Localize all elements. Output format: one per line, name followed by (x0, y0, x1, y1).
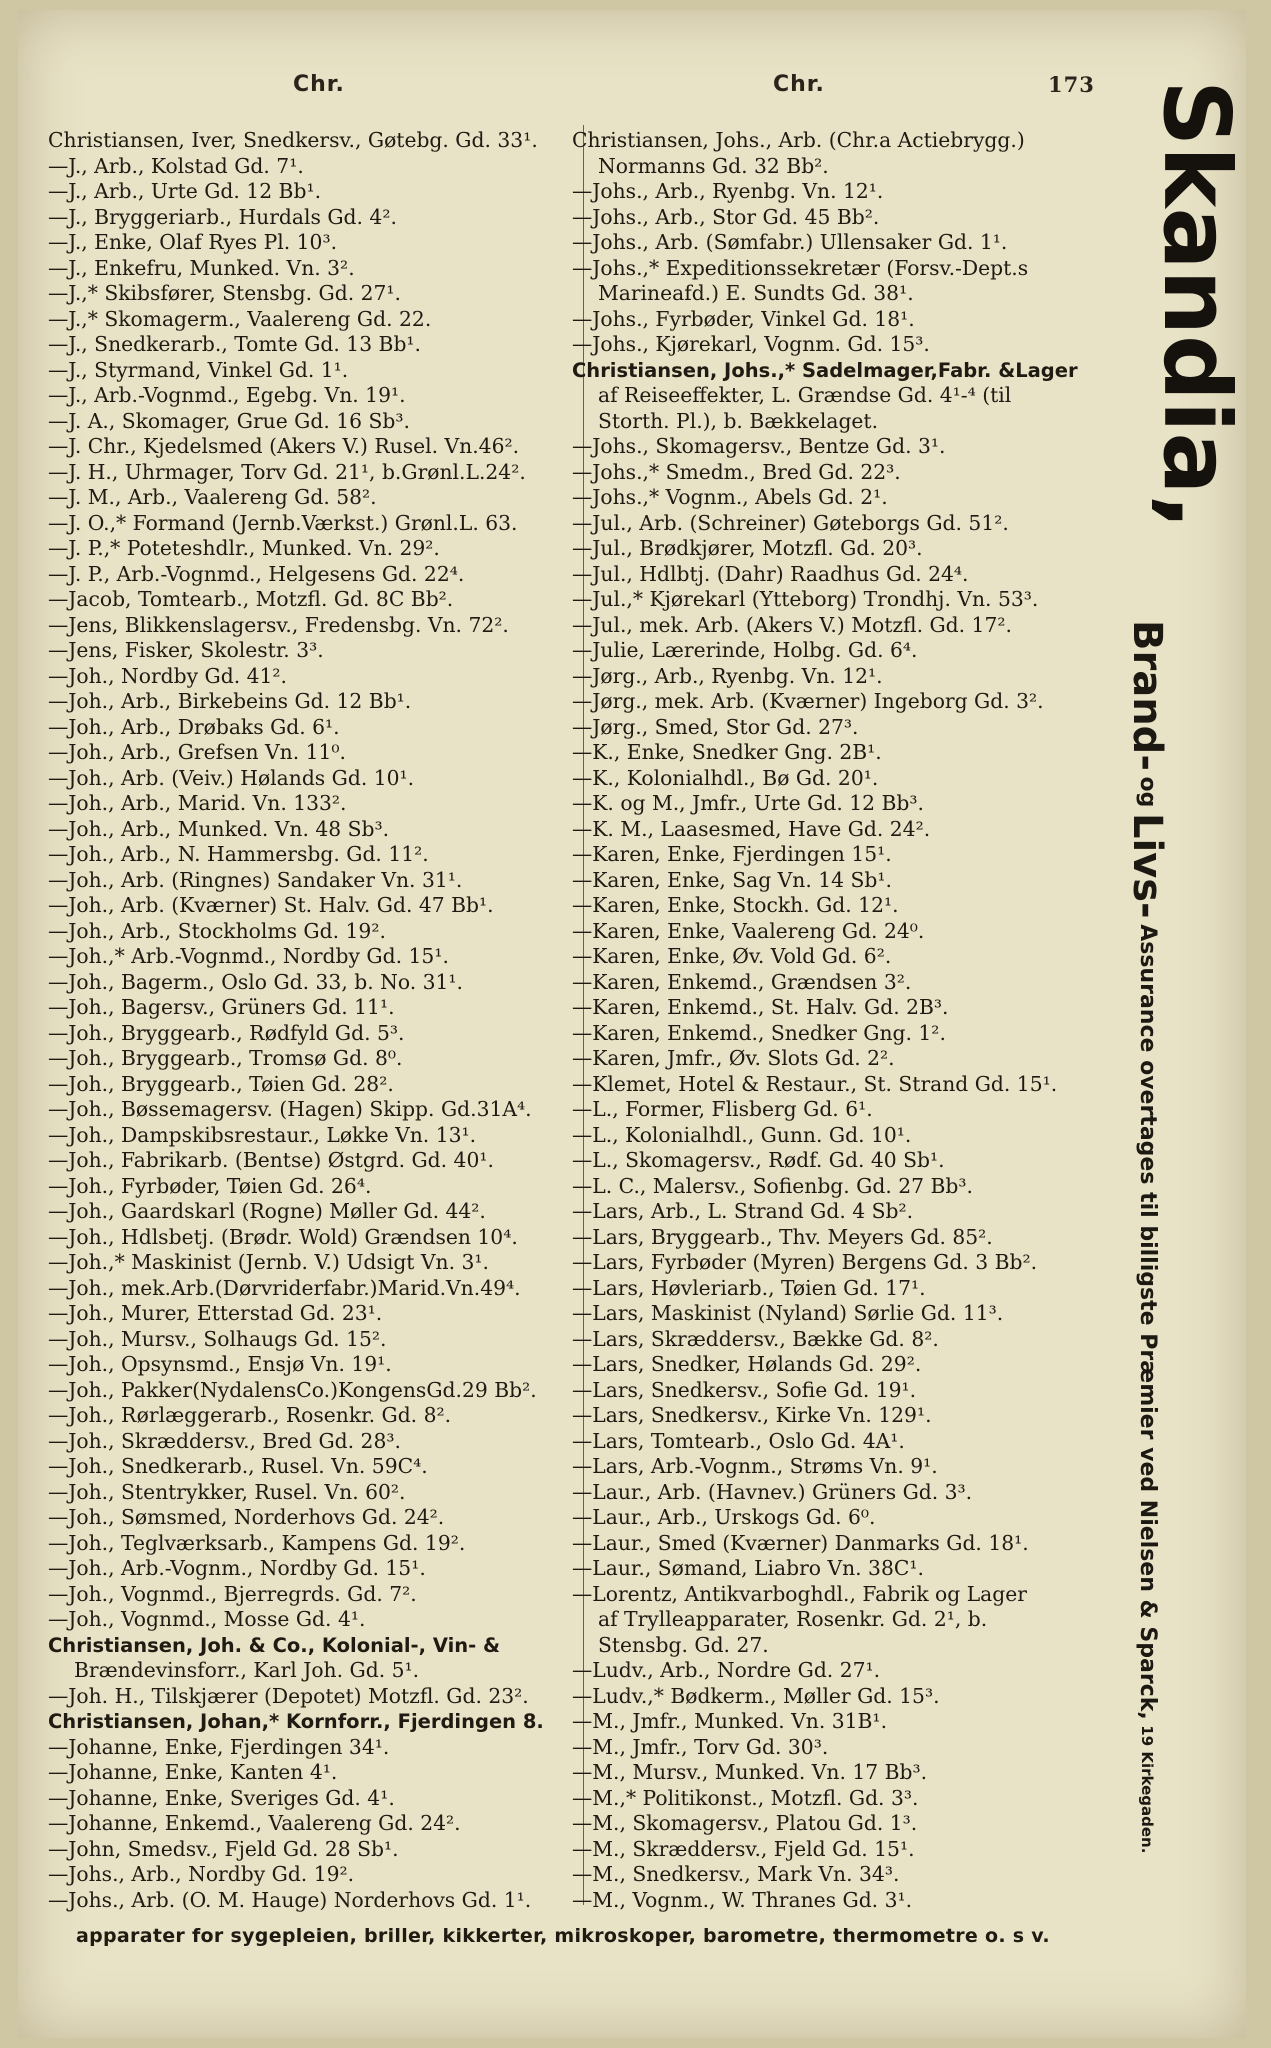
directory-entry: —J., Arb., Urte Gd. 12 Bb¹. (48, 179, 322, 203)
directory-entry: —Jul., Hdlbtj. (Dahr) Raadhus Gd. 24⁴. (572, 561, 969, 586)
directory-entry: —Johs., Arb., Nordby Gd. 19². (48, 1862, 355, 1886)
directory-entry: —K., Kolonialhdl., Bø Gd. 20¹. (572, 765, 879, 790)
directory-entry: —Lars, Fyrbøder (Myren) Bergens Gd. 3 Bb². (572, 1250, 1038, 1274)
directory-entry: —Karen, Enke, Fjerdingen 15¹. (572, 842, 892, 866)
directory-entry: —Lars, Maskinist (Nyland) Sørlie Gd. 11³. (572, 1301, 1004, 1325)
left-column (48, 128, 568, 1913)
directory-entry: —Joh., Stentrykker, Rusel. Vn. 60². (48, 1479, 406, 1504)
directory-entry: —Lars, Høvleriarb., Tøien Gd. 17¹. (572, 1275, 926, 1300)
directory-entry: Christiansen, Joh. & Co., Kolonial-, Vin- & (48, 1633, 501, 1657)
skandia-logo (1120, 80, 1250, 560)
directory-entry: —Laur., Sømand, Liabro Vn. 38C¹. (572, 1556, 924, 1580)
directory-entry: —Joh., Bryggearb., Rødfyld Gd. 5³. (48, 1020, 405, 1045)
directory-entry: —Joh., Sømsmed, Norderhovs Gd. 24². (48, 1505, 445, 1529)
right-running-head: Chr. (773, 72, 825, 97)
directory-entry: —Joh., Rørlæggerarb., Rosenkr. Gd. 8². (48, 1403, 452, 1427)
directory-entry: —Johanne, Enke, Fjerdingen 34¹. (48, 1734, 390, 1759)
right-column (572, 128, 1092, 1913)
directory-entry: —Joh., Arb. (Kværner) St. Halv. Gd. 47 Bb¹. (48, 893, 494, 917)
directory-entry: —Joh., Pakker(NydalensCo.)KongensGd.29 Bb². (48, 1377, 537, 1402)
directory-entry: Brændevinsforr., Karl Joh. Gd. 5¹. (74, 1658, 420, 1682)
directory-entry: —L., Skomagersv., Rødf. Gd. 40 Sb¹. (572, 1148, 945, 1172)
directory-entry: —M., Jmfr., Munked. Vn. 31B¹. (572, 1709, 888, 1733)
directory-entry: —Joh., Vognmd., Bjerregrds. Gd. 7². (48, 1581, 417, 1606)
directory-entry: —Joh., Bryggearb., Tøien Gd. 28². (48, 1071, 394, 1096)
directory-entry: —J. P., Arb.-Vognmd., Helgesens Gd. 22⁴. (48, 561, 465, 586)
directory-entry: —Joh., Mursv., Solhaugs Gd. 15². (48, 1326, 387, 1351)
directory-entry: —Johs.,* Expeditionssekretær (Forsv.-Dept.s (572, 255, 1029, 280)
directory-entry: —J., Enkefru, Munked. Vn. 3². (48, 255, 355, 280)
directory-entry: —J., Enke, Olaf Ryes Pl. 10³. (48, 230, 338, 254)
directory-entry: —Ludv., Arb., Nordre Gd. 27¹. (572, 1658, 881, 1682)
directory-entry: —Joh., Arb., Stockholms Gd. 19². (48, 918, 386, 943)
directory-entry: —Laur., Arb. (Havnev.) Grüners Gd. 3³. (572, 1479, 973, 1504)
directory-entry: —Joh., Arb., Munked. Vn. 48 Sb³. (48, 816, 390, 841)
directory-entry: —Johs.,* Smedm., Bred Gd. 22³. (572, 459, 901, 484)
directory-entry: —Joh., Nordby Gd. 41². (48, 663, 288, 688)
page-number: 173 (1048, 72, 1095, 97)
directory-entry: —L., Former, Flisberg Gd. 6¹. (572, 1097, 873, 1121)
directory-entry: —Joh., Bryggearb., Tromsø Gd. 8⁰. (48, 1046, 403, 1070)
directory-entry: —Joh., Dampskibsrestaur., Løkke Vn. 13¹. (48, 1122, 477, 1147)
directory-entry: —J.,* Skibsfører, Stensbg. Gd. 27¹. (48, 281, 401, 305)
directory-entry: —M., Mursv., Munked. Vn. 17 Bb³. (572, 1760, 928, 1784)
directory-entry: Marineafd.) E. Sundts Gd. 38¹. (598, 281, 914, 305)
directory-entry: —Lars, Snedkersv., Kirke Vn. 129¹. (572, 1403, 932, 1427)
skandia-advert (1110, 80, 1260, 1910)
directory-entry: —Jørg., mek. Arb. (Kværner) Ingeborg Gd. 3². (572, 689, 1044, 713)
directory-entry: —J. M., Arb., Vaalereng Gd. 58². (48, 485, 377, 509)
directory-entry: —J., Arb., Kolstad Gd. 7¹. (48, 153, 304, 178)
directory-entry: —Jul., mek. Arb. (Akers V.) Motzfl. Gd. 17². (572, 612, 1012, 637)
directory-entry: —Lars, Snedkersv., Sofie Gd. 19¹. (572, 1377, 917, 1402)
directory-entry: —Joh., Arb., Grefsen Vn. 11⁰. (48, 740, 346, 764)
directory-entry: —Joh., Snedkerarb., Rusel. Vn. 59C⁴. (48, 1454, 428, 1478)
directory-entry: —K. M., Laasesmed, Have Gd. 24². (572, 816, 931, 841)
directory-entry: af Reiseeffekter, L. Grændse Gd. 4¹-⁴ (til (598, 383, 1012, 407)
directory-entry: —Johanne, Enke, Sveriges Gd. 4¹. (48, 1785, 395, 1810)
directory-entry: —Joh., Arb., N. Hammersbg. Gd. 11². (48, 842, 429, 866)
directory-entry: —Joh., Hdlsbetj. (Brødr. Wold) Grændsen 10⁴. (48, 1224, 518, 1249)
advert-text: Brand- og Livs- Assurance overtages til billigste Præmier ved Nielsen & Sparck, 19 Kirkegaden. (1124, 620, 1170, 1854)
directory-entry: —Karen, Enkemd., St. Halv. Gd. 2B³. (572, 995, 949, 1019)
directory-entry: —Jul.,* Kjørekarl (Ytteborg) Trondhj. Vn. 53³. (572, 587, 1039, 611)
directory-entry: —Lars, Snedker, Hølands Gd. 29². (572, 1352, 922, 1376)
directory-entry: —M., Vognm., W. Thranes Gd. 3¹. (572, 1887, 913, 1912)
directory-entry: —Jens, Fisker, Skolestr. 3³. (48, 638, 324, 662)
directory-entry: —J. H., Uhrmager, Torv Gd. 21¹, b.Grønl.L.24². (48, 459, 526, 484)
directory-entry: af Trylleapparater, Rosenkr. Gd. 2¹, b. (598, 1607, 988, 1631)
directory-entry: —L. C., Malersv., Sofienbg. Gd. 27 Bb³. (572, 1173, 973, 1198)
directory-entry: —Johs., Fyrbøder, Vinkel Gd. 18¹. (572, 306, 915, 331)
directory-entry: —Jørg., Smed, Stor Gd. 27³. (572, 714, 859, 739)
directory-entry: —Joh., Bøssemagersv. (Hagen) Skipp. Gd.31A⁴. (48, 1097, 532, 1121)
directory-entry: —Laur., Arb., Urskogs Gd. 6⁰. (572, 1505, 876, 1529)
directory-entry: —Joh., Gaardskarl (Rogne) Møller Gd. 44². (48, 1199, 486, 1223)
directory-entry: —Johs., Arb. (Sømfabr.) Ullensaker Gd. 1¹. (572, 230, 1008, 254)
directory-entry: —Joh., Arb., Birkebeins Gd. 12 Bb¹. (48, 689, 412, 713)
directory-entry: —Johanne, Enkemd., Vaalereng Gd. 24². (48, 1811, 461, 1835)
directory-entry: —Johs., Arb., Ryenbg. Vn. 12¹. (572, 179, 884, 203)
directory-entry: —Karen, Enke, Sag Vn. 14 Sb¹. (572, 867, 892, 892)
directory-entry: —J. A., Skomager, Grue Gd. 16 Sb³. (48, 408, 410, 433)
directory-entry: —Klemet, Hotel & Restaur., St. Strand Gd. 15¹. (572, 1071, 1058, 1096)
directory-entry: —Joh., Bagersv., Grüners Gd. 11¹. (48, 995, 395, 1019)
directory-entry: —Joh., Arb., Marid. Vn. 133². (48, 791, 347, 815)
directory-entry: —J. Chr., Kjedelsmed (Akers V.) Rusel. Vn.46². (48, 434, 520, 458)
directory-entry: —John, Smedsv., Fjeld Gd. 28 Sb¹. (48, 1836, 399, 1861)
directory-entry: —Jørg., Arb., Ryenbg. Vn. 12¹. (572, 663, 883, 688)
directory-entry: —Joh., Fabrikarb. (Bentse) Østgrd. Gd. 40¹. (48, 1148, 494, 1172)
directory-entry: —Johs., Arb., Stor Gd. 45 Bb². (572, 204, 880, 229)
directory-entry: —M.,* Politikonst., Motzfl. Gd. 3³. (572, 1785, 919, 1810)
directory-entry: —Lorentz, Antikvarboghdl., Fabrik og Lager (572, 1581, 1027, 1606)
left-running-head: Chr. (293, 72, 345, 97)
directory-entry: —M., Skræddersv., Fjeld Gd. 15¹. (572, 1836, 915, 1861)
directory-entry: —Lars, Bryggearb., Thv. Meyers Gd. 85². (572, 1224, 993, 1249)
directory-entry: —K., Enke, Snedker Gng. 2B¹. (572, 740, 882, 764)
directory-entry: —Karen, Enke, Øv. Vold Gd. 6². (572, 944, 892, 968)
directory-entry: Stensbg. Gd. 27. (598, 1632, 769, 1657)
directory-entry: —Karen, Enke, Stockh. Gd. 12¹. (572, 893, 899, 917)
directory-entry: —Joh., Fyrbøder, Tøien Gd. 26⁴. (48, 1173, 372, 1198)
directory-entry: —Joh., Skræddersv., Bred Gd. 28³. (48, 1428, 401, 1453)
directory-entry: —Jul., Arb. (Schreiner) Gøteborgs Gd. 51². (572, 510, 1009, 535)
directory-entry: —Johs., Kjørekarl, Vognm. Gd. 15³. (572, 332, 930, 356)
directory-entry: —Karen, Jmfr., Øv. Slots Gd. 2². (572, 1046, 895, 1070)
footer-advert-line: apparater for sygepleien, briller, kikkerter, mikroskoper, barometre, thermometre o. s v. (76, 1925, 1050, 1947)
directory-entry: Normanns Gd. 32 Bb². (598, 153, 829, 178)
directory-entry: —Johs.,* Vognm., Abels Gd. 2¹. (572, 485, 888, 509)
directory-entry: —M., Snedkersv., Mark Vn. 34³. (572, 1862, 900, 1886)
directory-entry: —Joh., Vognmd., Mosse Gd. 4¹. (48, 1607, 366, 1631)
directory-entry: —J. O.,* Formand (Jernb.Værkst.) Grønl.L. 63. (48, 510, 518, 535)
svg-text:Skandia,: Skandia, (1143, 80, 1250, 530)
directory-entry: —Jacob, Tomtearb., Motzfl. Gd. 8C Bb². (48, 587, 454, 611)
directory-entry: —Joh., Teglværksarb., Kampens Gd. 19². (48, 1530, 466, 1555)
directory-entry: —Johanne, Enke, Kanten 4¹. (48, 1760, 338, 1784)
directory-entry: —Joh. H., Tilskjærer (Depotet) Motzfl. Gd. 23². (48, 1683, 529, 1708)
directory-entry: —Johs., Arb. (O. M. Hauge) Norderhovs Gd. 1¹. (48, 1887, 532, 1912)
directory-entry: —M., Jmfr., Torv Gd. 30³. (572, 1734, 829, 1759)
directory-entry: —Lars, Arb.-Vognm., Strøms Vn. 9¹. (572, 1454, 938, 1478)
directory-entry: —Karen, Enkemd., Grændsen 3². (572, 969, 912, 994)
directory-entry: —Joh.,* Arb.-Vognmd., Nordby Gd. 15¹. (48, 944, 449, 968)
directory-entry: —Joh., mek.Arb.(Dørvriderfabr.)Marid.Vn.49⁴. (48, 1275, 521, 1300)
directory-entry: Christiansen, Iver, Snedkersv., Gøtebg. Gd. 33¹. (48, 128, 538, 152)
directory-entry: —J. P.,* Poteteshdlr., Munked. Vn. 29². (48, 536, 440, 560)
directory-entry: —M., Skomagersv., Platou Gd. 1³. (572, 1811, 918, 1835)
directory-entry: —Joh., Arb.-Vognm., Nordby Gd. 15¹. (48, 1556, 426, 1580)
directory-entry: —Laur., Smed (Kværner) Danmarks Gd. 18¹. (572, 1530, 1029, 1555)
directory-entry: —Joh., Arb. (Veiv.) Hølands Gd. 10¹. (48, 765, 415, 790)
directory-entry: Christiansen, Johs.,* Sadelmager,Fabr. &Lager (572, 358, 1078, 382)
directory-entry: Christiansen, Johs., Arb. (Chr.a Actiebrygg.) (572, 128, 1025, 152)
directory-entry: —Ludv.,* Bødkerm., Møller Gd. 15³. (572, 1683, 940, 1708)
directory-entry: —Joh., Bagerm., Oslo Gd. 33, b. No. 31¹. (48, 969, 463, 994)
directory-entry: —Joh., Arb., Drøbaks Gd. 6¹. (48, 714, 340, 739)
directory-entry: —Joh., Opsynsmd., Ensjø Vn. 19¹. (48, 1352, 392, 1376)
directory-entry: —Jens, Blikkenslagersv., Fredensbg. Vn. 72². (48, 612, 509, 637)
directory-entry: —Joh.,* Maskinist (Jernb. V.) Udsigt Vn. 3¹. (48, 1250, 489, 1274)
directory-entry: —Lars, Arb., L. Strand Gd. 4 Sb². (572, 1199, 914, 1223)
directory-entry: —Julie, Lærerinde, Holbg. Gd. 6⁴. (572, 638, 918, 662)
directory-entry: —J.,* Skomagerm., Vaalereng Gd. 22. (48, 306, 432, 331)
directory-entry: —J., Styrmand, Vinkel Gd. 1¹. (48, 357, 349, 382)
directory-entry: —Karen, Enkemd., Snedker Gng. 1². (572, 1020, 946, 1045)
directory-entry: —J., Bryggeriarb., Hurdals Gd. 4². (48, 204, 397, 229)
directory-entry: —Karen, Enke, Vaalereng Gd. 24⁰. (572, 918, 925, 943)
directory-entry: Storth. Pl.), b. Bækkelaget. (598, 408, 879, 433)
directory-entry: —J., Snedkerarb., Tomte Gd. 13 Bb¹. (48, 332, 422, 356)
directory-entry: —Joh., Murer, Etterstad Gd. 23¹. (48, 1301, 383, 1325)
directory-entry: —J., Arb.-Vognmd., Egebg. Vn. 19¹. (48, 383, 406, 407)
directory-page (18, 10, 1250, 2038)
directory-entry: —Joh., Arb. (Ringnes) Sandaker Vn. 31¹. (48, 867, 463, 892)
directory-entry: —Johs., Skomagersv., Bentze Gd. 3¹. (572, 434, 946, 458)
directory-entry: Christiansen, Johan,* Kornforr., Fjerdingen 8. (48, 1710, 544, 1733)
directory-entry: —L., Kolonialhdl., Gunn. Gd. 10¹. (572, 1122, 912, 1147)
directory-entry: —Jul., Brødkjører, Motzfl. Gd. 20³. (572, 536, 923, 560)
directory-entry: —Lars, Tomtearb., Oslo Gd. 4A¹. (572, 1428, 905, 1453)
directory-entry: —Lars, Skræddersv., Bække Gd. 8². (572, 1326, 939, 1351)
directory-entry: —K. og M., Jmfr., Urte Gd. 12 Bb³. (572, 791, 924, 815)
